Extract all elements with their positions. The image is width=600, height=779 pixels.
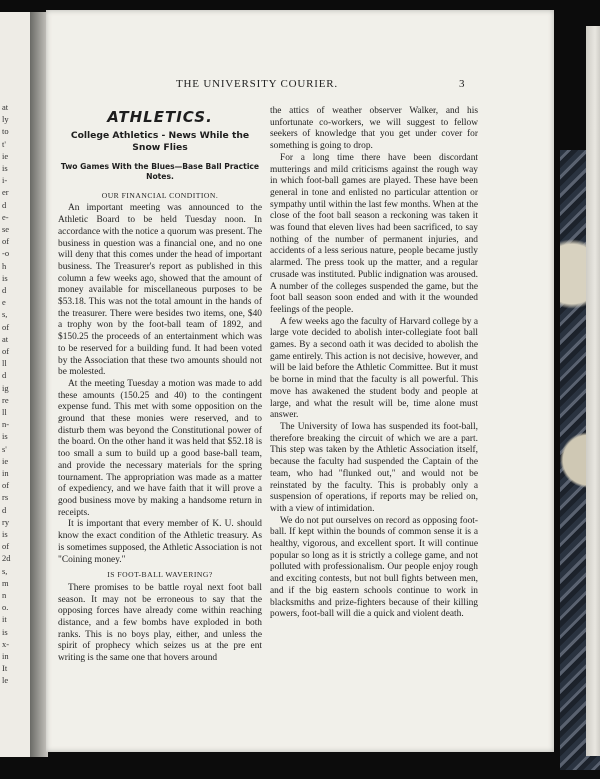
facing-page-fragment: s,	[2, 309, 8, 320]
paragraph: For a long time there have been discordant mutterings and mild criticisms against the rough way in which foot-ball games are played. These have been general in tone and enlisted no particular attention or sympathy until within the last few months. When at the close of the foot ball season a reckoning was taken it was found that eleven lives had been sacrificed, to say nothing of the number of permanent injuries, and accidents of a less serious nature, people became justly alarmed. The press took up the matter, and a regular crusade was instituted. Public indignation was aroused. A number of the colleges suspended the game, but the foot ball season soon ended and with it the wounded feelings of the people.	[270, 152, 478, 315]
facing-page-fragment: n-	[2, 419, 10, 430]
facing-page-fragment: se	[2, 224, 10, 234]
section-subhead: IS FOOT-BALL WAVERING?	[107, 570, 213, 580]
facing-page-fragment: o.	[2, 602, 9, 613]
facing-page-fragment: is	[2, 529, 8, 539]
facing-page-fragment: ry	[2, 516, 10, 527]
facing-page-fragment: in	[2, 651, 9, 661]
facing-page-fragment: of	[2, 346, 10, 356]
facing-page-fragment: d	[2, 199, 7, 210]
facing-page-fragment: le	[2, 675, 9, 686]
facing-page-fragment: to	[2, 126, 9, 137]
facing-page-fragment: of	[2, 236, 10, 247]
paragraph: the attics of weather observer Walker, and his unfortunate co-workers, we will suggest to fellow seekers of knowledge that you get under cover for something is going to drop.	[270, 106, 478, 152]
paragraph: There promises to be battle royal next foot ball season. It may not be erroneous to say that the opposing forces have already come within reaching distance, and a few bombs have exploded in both ranks. This is no boys play, either, and unless the spirit of prophecy which seizes us at the pre ent writing is the same one that hovers around	[58, 582, 262, 664]
facing-page-fragment: ig	[2, 382, 9, 393]
page-edge	[586, 26, 600, 756]
facing-page-fragment: at	[2, 102, 9, 112]
page-header	[46, 78, 554, 94]
facing-page-fragment: m	[2, 577, 9, 588]
paragraph: The University of Iowa has suspended its foot-ball, therefore breaking the circuit of which we are a part. This step was taken by the Athletic Association itself, because the faculty had suspended the Captain of the team, who had "flunked out," and would not be reinstated by the faculty. This is probably only a suspension of operations, if reports may be relied on, with a view of intimidation.	[270, 421, 478, 514]
section-title: ATHLETICS.	[107, 108, 213, 126]
facing-page-fragment: d	[2, 504, 7, 515]
facing-page-fragment: in	[2, 468, 9, 478]
running-title: THE UNIVERSITY COURIER.	[176, 78, 338, 90]
paragraph: It is important that every member of K. U. should know the exact condition of the Athletic treasury. As is sometimes supposed, the Athletic Association is not "Coining money."	[58, 519, 262, 565]
article-headline: College Athletics - News While the Snow Flies	[70, 129, 250, 153]
facing-page-fragment: is	[2, 272, 8, 283]
facing-page-fragment: x-	[2, 638, 10, 649]
facing-page-fragment: -o	[2, 248, 10, 259]
facing-page-fragment: d	[2, 285, 7, 295]
facing-page-fragment: of	[2, 541, 10, 552]
facing-page-fragment: of	[2, 480, 10, 491]
paragraph: At the meeting Tuesday a motion was made to add these amounts (150.25 and 40) to the contingent expense fund. This met with some opposition on the ground that these monies were reserved, and to disturb them was beyond the Constitutional power of the board. On the other hand it was held that $52.18 is too small a sum to build up a good base-ball team, and provide the necessary materials for the spring tournament. The appropriation was made as a matter of expediency, and we have faith that it will prove a good business move by making a handsome return in receipts.	[58, 378, 262, 518]
facing-page-fragment: e-	[2, 211, 9, 222]
facing-page-fragment: i-	[2, 175, 8, 186]
facing-page-fragment: ie	[2, 150, 9, 161]
paragraph: A few weeks ago the faculty of Harvard college by a large vote decided to abolish inter-collegiate foot ball games. By a second oath it was decided to abolish the game entirely. This action is not decisive, however, and will be laid before the Athletic Committee. But it must be borne in mind that the faculty is all powerful. This move has awakened the student body and people at large, and what the result will be, time alone must answer.	[270, 316, 478, 421]
article-subheadline: Two Games With the Blues—Base Ball Practice Notes.	[60, 161, 260, 181]
facing-page-fragment: it	[2, 614, 7, 625]
facing-page-fragment: at	[2, 333, 9, 344]
facing-page-fragment: 2d	[2, 553, 11, 564]
facing-page-fragment: n	[2, 590, 7, 600]
facing-page-fragment: is	[2, 626, 8, 637]
paragraph: An important meeting was announced to the Athletic Board to be held Tuesday noon. In accordance with the notice a quorum was present. The business in question was a financial one, and no one will deny that this comes under the head of important business. The Treasurer's report as published in this column a few weeks ago, showed that the amount of money available for miscellaneous purposes to be $53.18. This was not the total amount in the hands of the treasurer. There were besides two items, one, $40 a trophy won by the foot-ball team of 1892, and $150.25 the proceeds of an entertainment which was to be reserved for a building fund. It had been voted by the Association that these two amounts should not be molested.	[58, 203, 262, 378]
right-column-body	[270, 106, 478, 621]
facing-page	[0, 12, 31, 757]
column-right	[270, 106, 478, 621]
facing-page-fragment: ll	[2, 358, 7, 369]
facing-page-fragment: It	[2, 663, 8, 674]
facing-page-fragment: of	[2, 321, 10, 332]
facing-page-fragment: t'	[2, 138, 6, 149]
paragraph: We do not put ourselves on record as opposing foot-ball. If kept within the bounds of common sense it is a healthy, vigorous, and excellent sport. It will continue popular so long as it is strictly a college game, and not polluted with professionalism. Our people enjoy rough and exciting contests, but not bull fights between men, and if the big eastern schools continue to work in blacksmiths and prize-fighters because of their killing powers, foot-ball will die a quick and violent death.	[270, 515, 478, 620]
facing-page-fragment: re	[2, 394, 9, 405]
section-subhead: OUR FINANCIAL CONDITION.	[101, 190, 219, 200]
facing-page-fragment: d	[2, 370, 7, 381]
document-page	[46, 10, 554, 752]
column-left	[58, 106, 262, 665]
facing-page-fragment: er	[2, 187, 9, 198]
facing-page-fragment: h	[2, 260, 7, 271]
facing-page-fragment: s'	[2, 443, 7, 454]
left-column-body	[58, 190, 262, 665]
facing-page-fragment: ll	[2, 407, 7, 417]
facing-page-fragment: e	[2, 297, 6, 308]
facing-page-fragment: is	[2, 163, 8, 173]
facing-page-fragment: s,	[2, 565, 8, 576]
facing-page-fragment: ie	[2, 455, 9, 466]
facing-page-fragment: ly	[2, 114, 9, 125]
page-number: 3	[459, 78, 465, 90]
facing-page-fragment: rs	[2, 492, 9, 503]
facing-page-fragment: is	[2, 431, 8, 442]
